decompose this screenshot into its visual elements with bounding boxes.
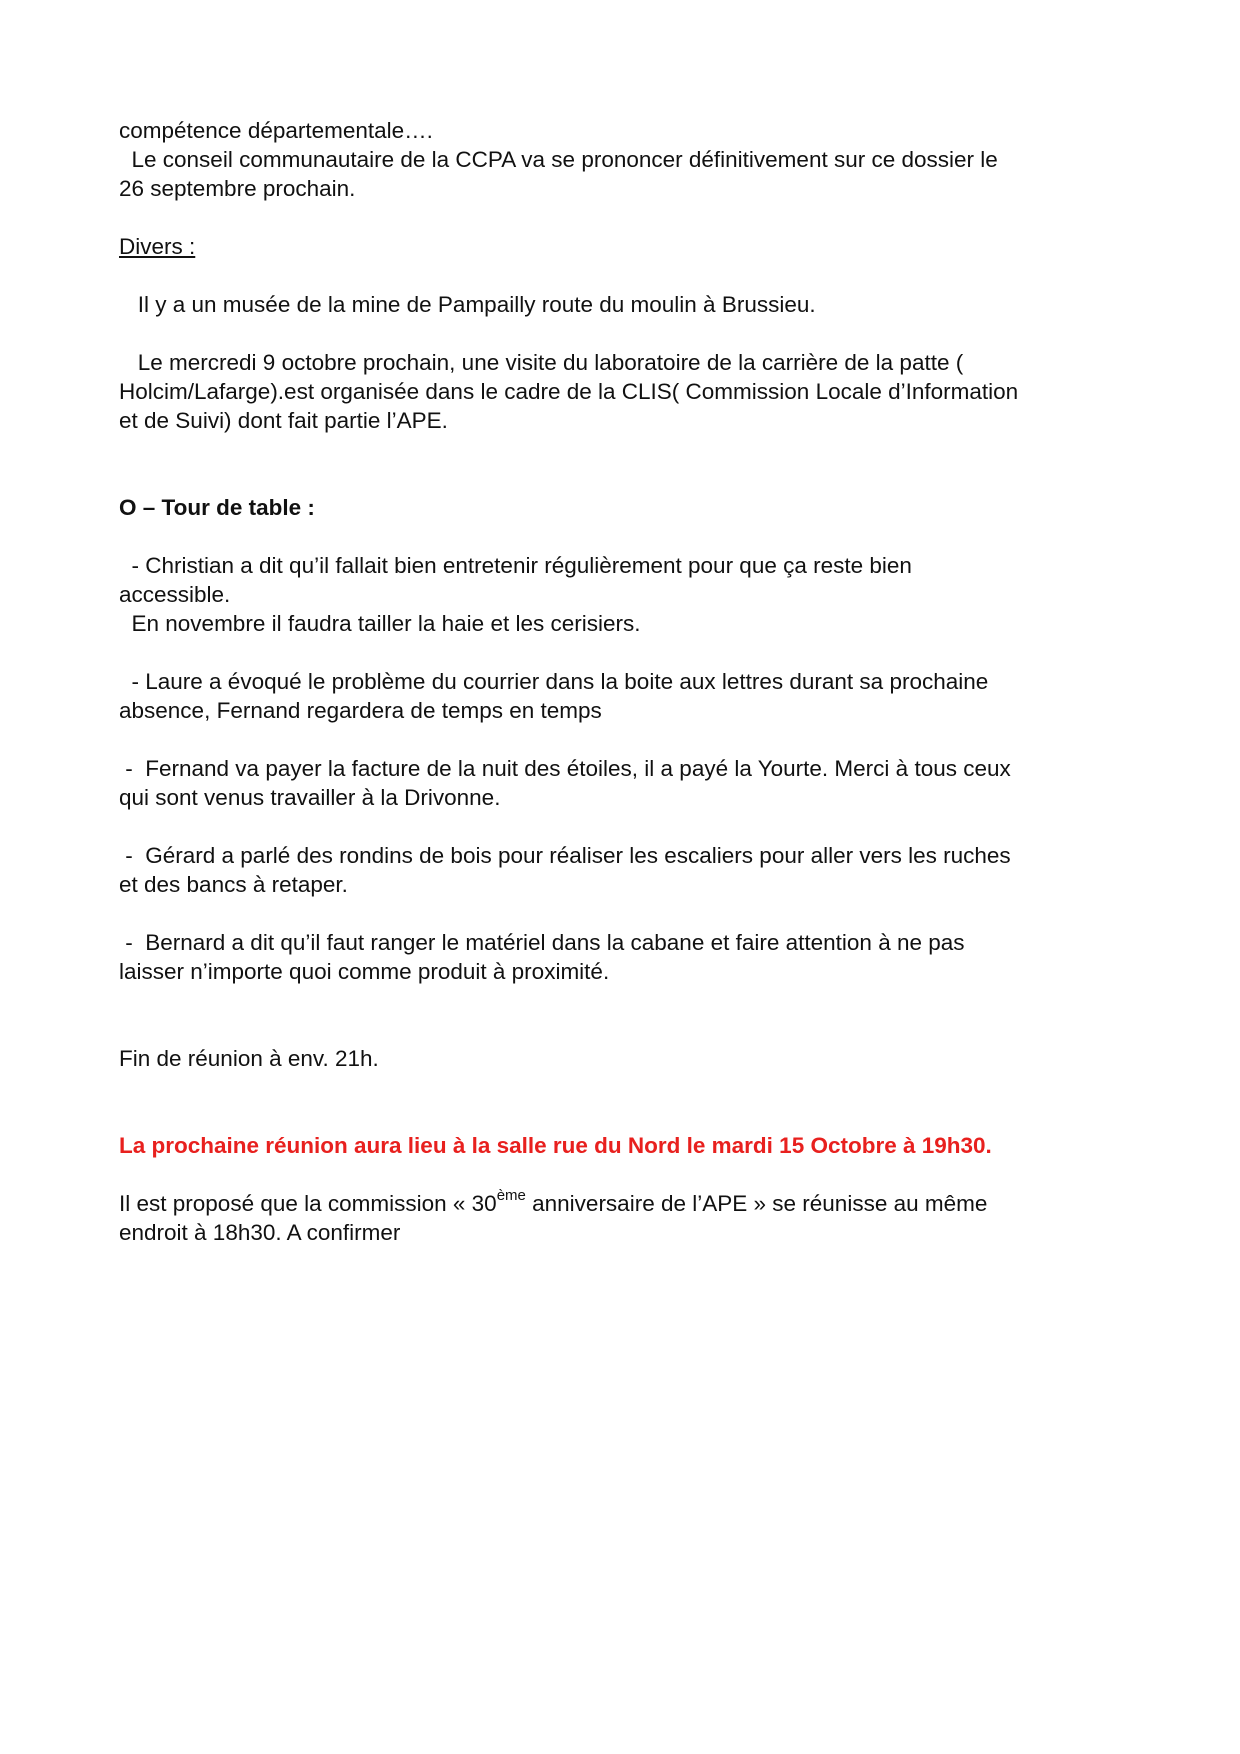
- tour-bernard-line-2: laisser n’importe quoi comme produit à proximité.: [119, 959, 610, 984]
- divers-visit-line-3: et de Suivi) dont fait partie l’APE.: [119, 408, 448, 433]
- divers-visit-line-2: Holcim/Lafarge).est organisée dans le cadre de la CLIS( Commission Locale d’Information: [119, 379, 1019, 404]
- tour-bernard-line-1: - Bernard a dit qu’il faut ranger le matériel dans la cabane et faire attention à ne pas: [119, 930, 965, 955]
- tour-de-table-heading: O – Tour de table :: [119, 495, 315, 520]
- meeting-end-time: Fin de réunion à env. 21h.: [119, 1046, 379, 1071]
- intro-line-1: compétence départementale….: [119, 118, 433, 143]
- commission-proposal-line-2: endroit à 18h30. A confirmer: [119, 1220, 401, 1245]
- intro-line-3: 26 septembre prochain.: [119, 176, 356, 201]
- tour-laure-line-1: - Laure a évoqué le problème du courrier dans la boite aux lettres durant sa prochaine: [119, 669, 989, 694]
- tour-fernand-line-2: qui sont venus travailler à la Drivonne.: [119, 785, 501, 810]
- tour-christian-line-1: - Christian a dit qu’il fallait bien entretenir régulièrement pour que ça reste bien: [119, 553, 912, 578]
- commission-text-end: anniversaire de l’APE » se réunisse au même: [525, 1191, 988, 1216]
- tour-christian-line-3: En novembre il faudra tailler la haie et les cerisiers.: [119, 611, 641, 636]
- divers-museum-paragraph: Il y a un musée de la mine de Pampailly route du moulin à Brussieu.: [119, 292, 816, 317]
- commission-proposal-line-1: [119, 1186, 1139, 1218]
- tour-laure-line-2: absence, Fernand regardera de temps en temps: [119, 698, 602, 723]
- tour-christian-line-2: accessible.: [119, 582, 231, 607]
- next-meeting-announcement: La prochaine réunion aura lieu à la salle rue du Nord le mardi 15 Octobre à 19h30.: [119, 1133, 992, 1158]
- tour-fernand-line-1: - Fernand va payer la facture de la nuit des étoiles, il a payé la Yourte. Merci à tous ceux: [119, 756, 1011, 781]
- tour-gerard-line-2: et des bancs à retaper.: [119, 872, 348, 897]
- commission-superscript: ème: [496, 1186, 526, 1204]
- commission-text-start: Il est proposé que la commission « 30: [119, 1191, 497, 1216]
- divers-heading: Divers :: [119, 234, 196, 259]
- tour-gerard-line-1: - Gérard a parlé des rondins de bois pour réaliser les escaliers pour aller vers les ruches: [119, 843, 1011, 868]
- divers-visit-line-1: Le mercredi 9 octobre prochain, une visite du laboratoire de la carrière de la patte (: [119, 350, 964, 375]
- document-body: [119, 116, 1139, 1247]
- intro-line-2: Le conseil communautaire de la CCPA va se prononcer définitivement sur ce dossier le: [119, 147, 998, 172]
